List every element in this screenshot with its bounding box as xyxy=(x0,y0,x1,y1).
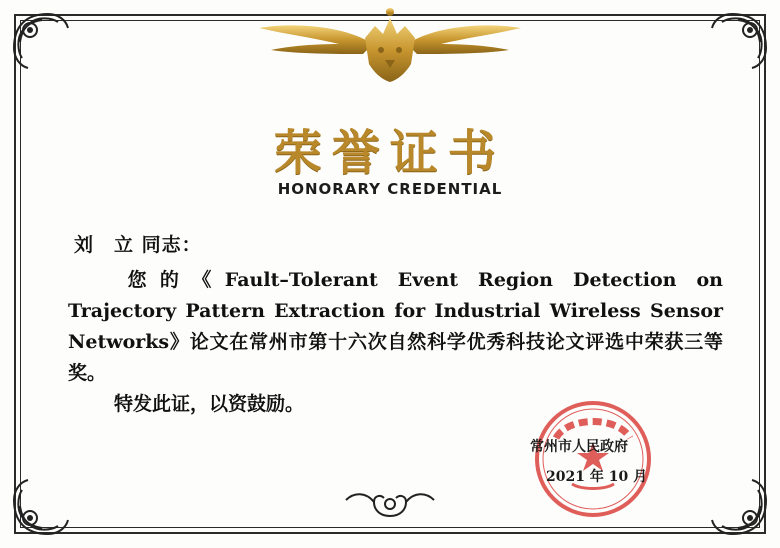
body-suffix: 》论文在常州市第十六次自然科学优秀科技论文评选中荣获三等奖。 xyxy=(68,331,723,384)
corner-ornament-icon xyxy=(8,462,86,540)
closing-line: 特发此证，以资鼓励。 xyxy=(114,393,305,415)
official-seal-icon xyxy=(532,398,654,520)
certificate-title: 荣誉证书 xyxy=(273,125,506,181)
recipient-line: 刘 立 同志： xyxy=(74,234,202,256)
corner-ornament-icon xyxy=(8,8,86,86)
corner-ornament-icon xyxy=(694,462,772,540)
issuer-name: 常州市人民政府 xyxy=(530,439,628,455)
paper-title: Fault–Tolerant Event Region Detection on Trajectory Pattern Extraction for Industrial Wireless Sensor Networks xyxy=(68,269,723,353)
certificate-body xyxy=(68,230,723,420)
certificate-subtitle: HONORARY CREDENTIAL xyxy=(277,180,503,198)
winged-crown-emblem-icon xyxy=(255,4,525,86)
scroll-ornament-icon xyxy=(340,486,440,520)
corner-ornament-icon xyxy=(694,8,772,86)
body-prefix: 您的《 xyxy=(114,269,225,291)
issue-date: 2021 年 10 月 xyxy=(546,469,648,485)
award-paragraph xyxy=(68,265,723,389)
